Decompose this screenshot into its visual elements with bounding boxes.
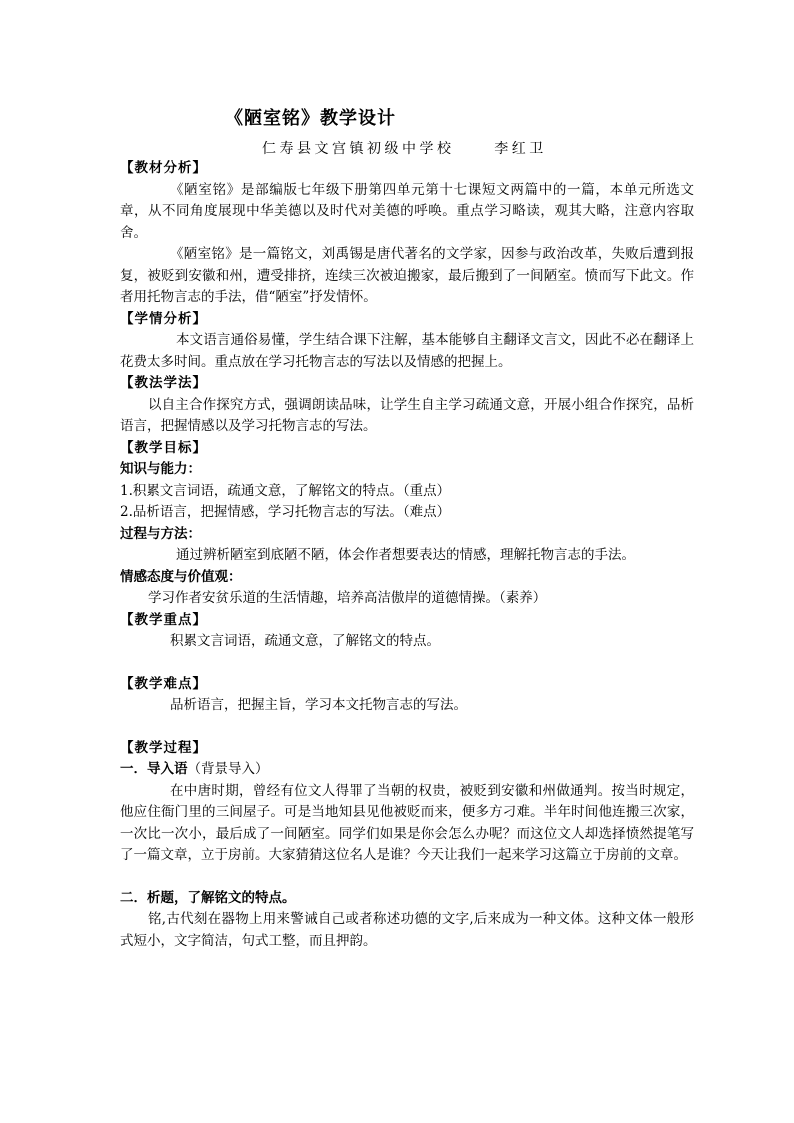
paragraph: 通过辨析陋室到底陋不陋，体会作者想要表达的情感，理解托物言志的手法。 (176, 547, 635, 563)
paragraph: 品析语言，把握主旨，学习本文托物言志的写法。 (170, 697, 467, 713)
section-heading-teaching-process: 【教学过程】 (120, 739, 207, 756)
paragraph: 《陋室铭》是一篇铭文，刘禹锡是唐代著名的文学家，因参与政治改革，失败后遭到报复，被贬到安徽和州，遭受排挤，连续三次被迫搬家，最后搬到了一间陋室。愤而写下此文。作者用托物言志的手法，借“陋室”抒发情怀。 (120, 246, 694, 305)
step-title: 二．析题，了解铭文的特点。 (120, 889, 296, 906)
spacer (120, 653, 694, 674)
step-note: （背景导入） (187, 761, 269, 777)
section-heading-teaching-methods: 【教法学法】 (120, 375, 207, 391)
document-body (120, 158, 694, 952)
section-heading-textbook-analysis: 【教材分析】 (120, 160, 207, 176)
section-heading-key-points: 【教学重点】 (120, 611, 207, 628)
section-heading-difficult-points: 【教学难点】 (120, 675, 207, 692)
step-title-line (120, 759, 694, 781)
spacer (120, 717, 694, 738)
paragraph: 学习作者安贫乐道的生活情趣，培养高洁傲岸的道德情操。（素养） (148, 590, 547, 606)
subheading: 情感态度与价值观： (120, 568, 242, 585)
paragraph: 积累文言词语，疏通文意，了解铭文的特点。 (170, 633, 440, 649)
subheading: 过程与方法： (120, 525, 201, 542)
paragraph: 在中唐时期，曾经有位文人得罪了当朝的权贵，被贬到安徽和州做通判。按当时规定，他应住衙门里的三间屋子。可是当地知县见他被贬而来，便多方刁难。半年时间他连搬三次家，一次比一次小，最后成了一间陋室。同学们如果是你会怎么办呢？而这位文人却选择愤然提笔写了一篇文章，立于房前。大家猜猜这位名人是谁？今天让我们一起来学习这篇立于房前的文章。 (120, 782, 694, 863)
step-title: 一．导入语 (120, 761, 188, 777)
list-item: 2.品析语言，把握情感，学习托物言志的写法。（难点） (120, 504, 451, 520)
subheading: 知识与能力： (120, 461, 201, 477)
document-title: 《陋室铭》教学设计 (225, 108, 396, 129)
list-item: 1.积累文言词语，疏通文意，了解铭文的特点。（重点） (120, 482, 451, 499)
author-line: 仁寿县文宫镇初级中学校 李红卫 (262, 141, 547, 157)
section-heading-student-analysis: 【学情分析】 (120, 310, 207, 327)
paragraph: 《陋室铭》是部编版七年级下册第四单元第十七课短文两篇中的一篇，本单元所选文章，从不同角度展现中华美德以及时代对美德的呼唤。重点学习略读，观其大略，注意内容取舍。 (120, 181, 694, 241)
section-heading-teaching-objectives: 【教学目标】 (120, 439, 207, 456)
paragraph: 本文语言通俗易懂，学生结合课下注解，基本能够自主翻译文言文，因此不必在翻译上花费太多时间。重点放在学习托物言志的写法以及情感的把握上。 (120, 332, 694, 370)
spacer (120, 867, 694, 888)
paragraph: 以自主合作探究方式，强调朗读品味，让学生自主学习疏通文意，开展小组合作探究，品析语言，把握情感以及学习托物言志的写法。 (120, 396, 694, 434)
paragraph: 铭,古代刻在器物上用来警诫自己或者称述功德的文字,后来成为一种文体。这种文体一般形式短小，文字简洁，句式工整，而且押韵。 (120, 911, 694, 949)
